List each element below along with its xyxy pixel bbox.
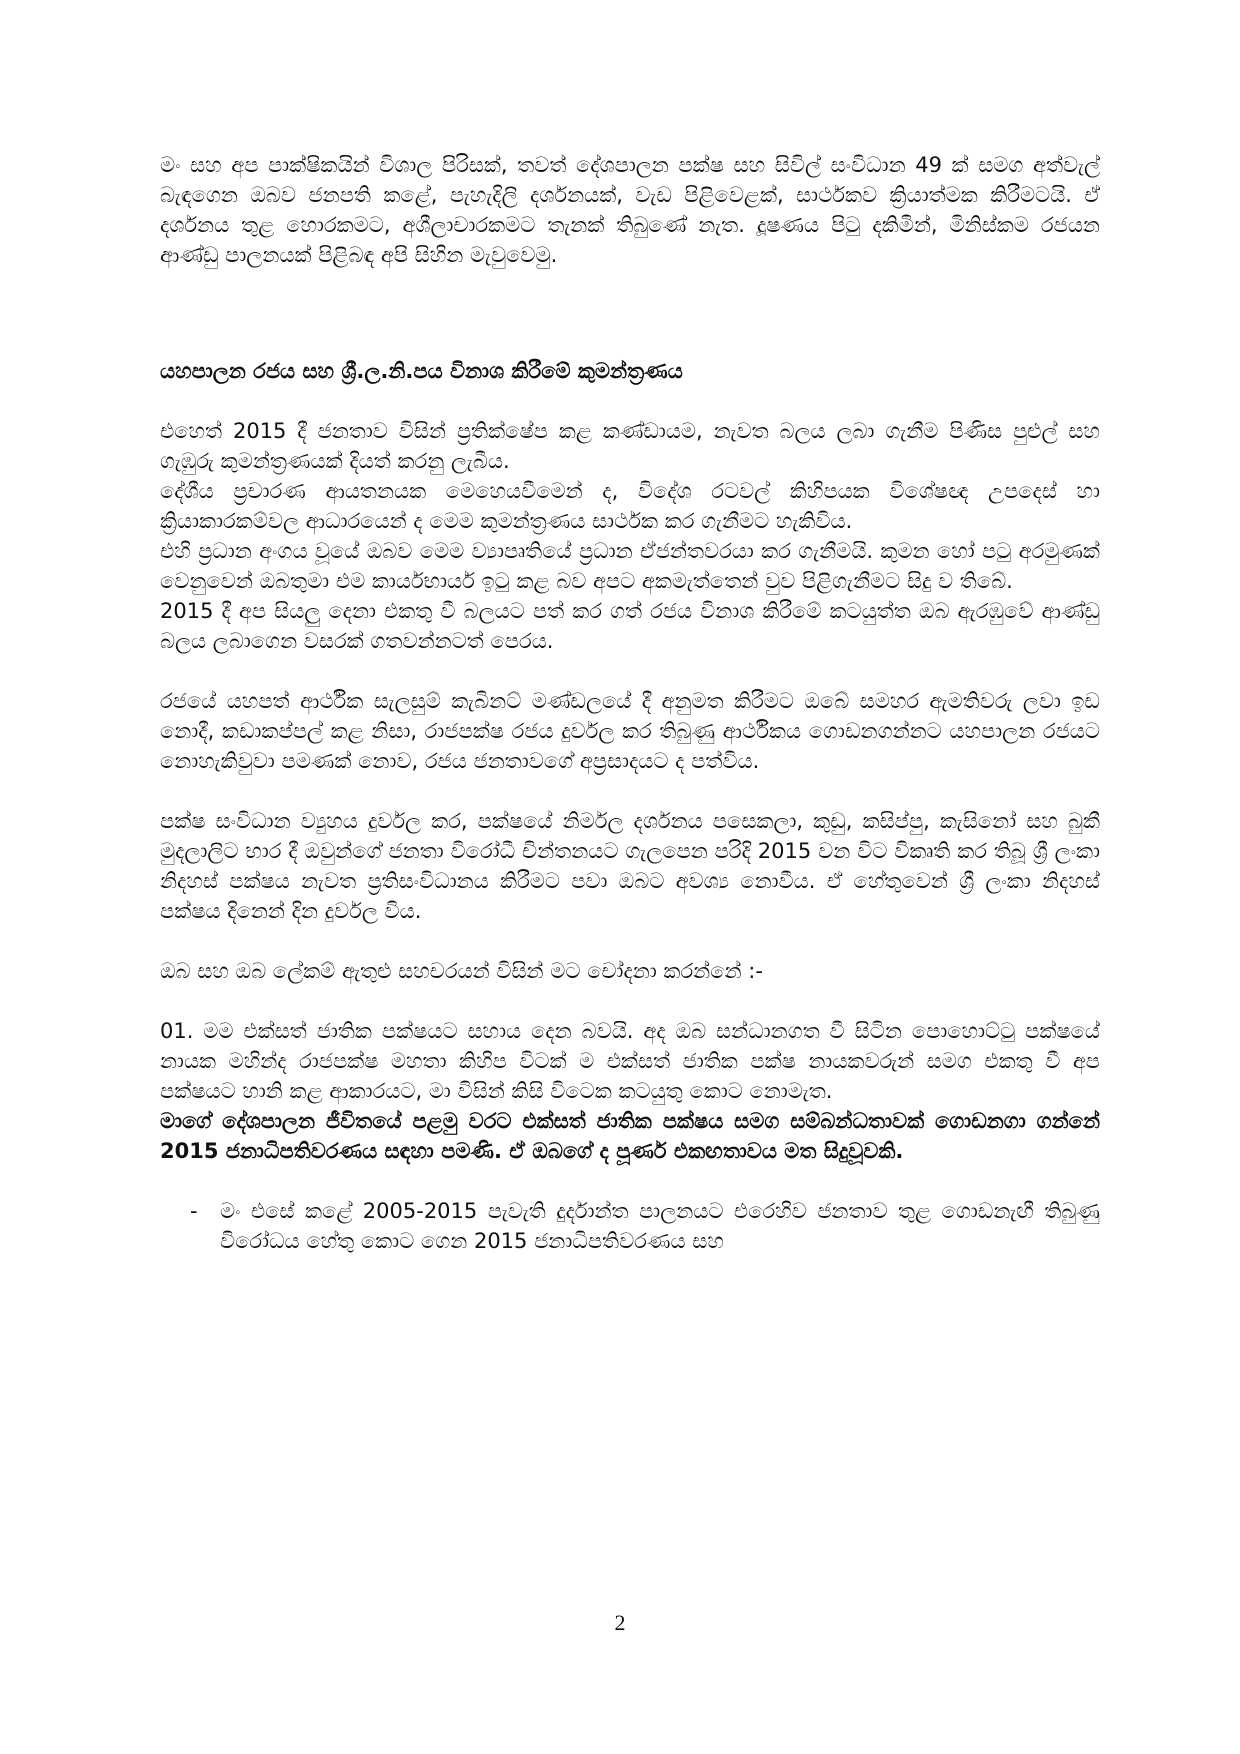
bullet-item bbox=[160, 1196, 1100, 1256]
paragraph-6: පක්ෂ සංවිධාන ව්‍යුහය දුර්වල කර, පක්ෂයේ නිර්මල දර්ශනය පසෙකලා, කුඩු, කසිප්පු, කැසිනෝ සහ බුකී මුදලාලිට භාර දී ඔවුන්ගේ ජනතා විරෝධී චින්තනයට ගැලපෙන පරිදි 2015 වන විට විකෘති කර තිබූ ශ්‍රී ලංකා නිදහස් පක්ෂය නැවත ප්‍රතිසංවිධානය කිරීමට පවා ඔබට අවශ්‍ය නොවීය. ඒ හේතුවෙන් ශ්‍රී ලංකා නිදහස් පක්ෂය දිනෙන් දින දුර්වල විය. bbox=[160, 809, 1100, 923]
paragraph-2: දේශීය ප්‍රචාරණ ආයතනයක මෙහෙයවීමෙන් ද, විදේශ රටවල් කිහිපයක විශේෂඥ උපදෙස් හා ක්‍රියාකාරකම්වල ආධාරයෙන් ද මෙම කුමන්ත්‍රණය සාර්ථක කර ගැනීමට හැකිවිය. bbox=[160, 479, 1100, 533]
bullet-dash: - bbox=[190, 1199, 198, 1223]
bullet-text: මං එසේ කළේ 2005-2015 පැවැති දුර්දාන්ත පාලනයට එරෙහිව ජනතාව තුළ ගොඩනැඟී තිබුණු විරෝධය හේතු කොට ගෙන 2015 ජනාධිපතිවරණය සහ bbox=[220, 1199, 1100, 1253]
section-heading: යහපාලන රජය සහ ශ්‍රී.ල.නි.පය විනාශ කිරීමේ කුමන්ත්‍රණය bbox=[160, 359, 683, 383]
intro-paragraph: මං සහ අප පාක්ෂිකයින් විශාල පිරිසක්, තවත් දේශපාලන පක්ෂ සහ සිවිල් සංවිධාන 49 ක් සමග අත්වැල් බැඳගෙන ඔබව ජනපති කළේ, පැහැදිලි දර්ශනයක්, වැඩ පිළිවෙළක්, සාර්ථකව ක්‍රියාත්මක කිරීමටයි. ඒ දර්ශනය තුළ හොරකමට, අශීලාචාරකමට තැනක් තිබුණේ නැත. දූෂණය පිටු දකිමින්, මිනිස්කම රජයන ආණ්ඩු පාලනයක් පිළිබඳ අපි සිහින මැවුවෙමු. bbox=[160, 153, 1100, 267]
page-number: 2 bbox=[614, 1610, 626, 1635]
paragraph-bold-statement: මාගේ දේශපාලන ජීවිතයේ පළමු වරට එක්සත් ජාතික පක්ෂය සමග සම්බන්ධතාවක් ගොඩනගා ගන්නේ 2015 ජනාධිපතිවරණය සඳහා පමණි. ඒ ඔබගේ ද පූර්ණ එකඟතාවය මත සිදුවූවකි. bbox=[160, 1109, 1100, 1163]
paragraph-1: එහෙත් 2015 දී ජනතාව විසින් ප්‍රතික්ෂේප කළ කණ්ඩායම, නැවත බලය ලබා ගැනීම පිණිස පුළුල් සහ ගැඹුරු කුමන්ත්‍රණයක් දියත් කරනු ලැබීය. bbox=[160, 419, 1100, 473]
paragraph-point-01: 01. මම එක්සත් ජාතික පක්ෂයට සහාය දෙන බවයි. අද ඔබ සන්ධානගත වී සිටින පොහොට්ටු පක්ෂයේ නායක මහින්ද රාජපක්ෂ මහතා කිහිප විටක් ම එක්සත් ජාතික පක්ෂ නායකවරුන් සමග එකතු වී අප පක්ෂයට හානි කළ ආකාරයට, මා විසින් කිසි විටෙක කටයුතු කොට නොමැත. bbox=[160, 1019, 1100, 1103]
paragraph-4: 2015 දී අප සියලු දෙනා එකතු වී බලයට පත් කර ගත් රජය විනාශ කිරීමේ කටයුත්ත ඔබ ඇරඹුවේ ආණ්ඩු බලය ලබාගෙන වසරක් ගතවන්නටත් පෙරය. bbox=[160, 599, 1100, 653]
paragraph-accusation-intro: ඔබ සහ ඔබ ලේකම් ඇතුළු සහචරයන් විසින් මට චෝදනා කරන්නේ :- bbox=[160, 959, 763, 983]
paragraph-5: රජයේ යහපත් ආර්ථික සැලසුම් කැබිනට් මණ්ඩලයේ දී අනුමත කිරීමට ඔබේ සමහර ඇමතිවරු ලවා ඉඩ නොදී, කඩාකප්පල් කළ නිසා, රාජපක්ෂ රජය දුර්වල කර තිබුණු ආර්ථිකය ගොඩනගන්නට යහපාලන රජයට නොහැකිවුවා පමණක් නොව, රජය ජනතාවගේ අප්‍රසාදයට ද පත්විය. bbox=[160, 689, 1100, 773]
paragraph-3: එහි ප්‍රධාන අංගය වූයේ ඔබව මෙම ව්‍යාපෘතියේ ප්‍රධාන ඒජන්තවරයා කර ගැනීමයි. කුමන හෝ පටු අරමුණක් වෙනුවෙන් ඔබතුමා එම කාර්යභාර්ය ඉටු කළ බව අපට අකමැත්තෙන් වුව පිළිගැනීමට සිදු ව තිබේ. bbox=[160, 539, 1100, 593]
